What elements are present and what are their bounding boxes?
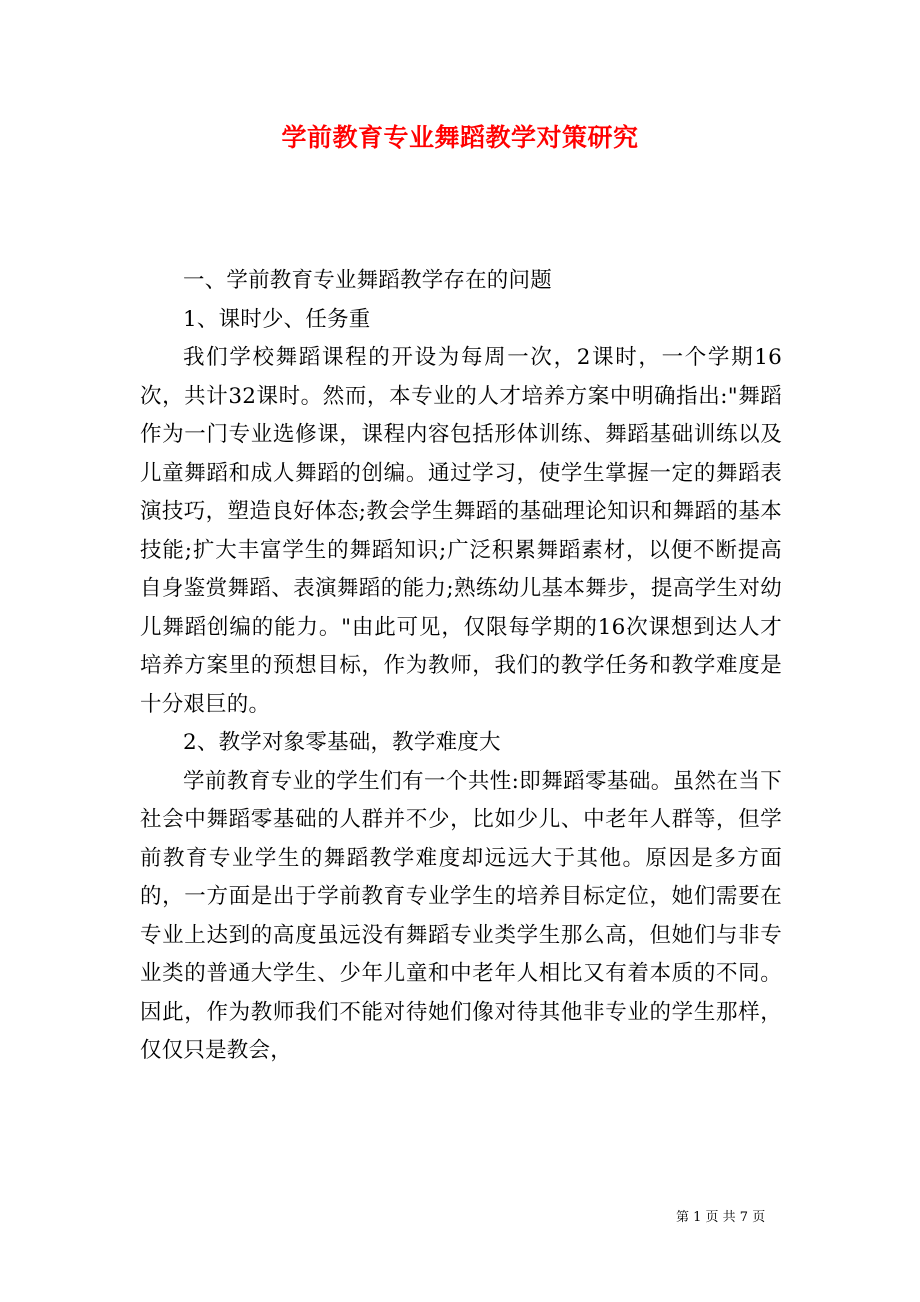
- body-paragraph: 学前教育专业的学生们有一个共性:即舞蹈零基础。虽然在当下社会中舞蹈零基础的人群并不少，比如少儿、中老年人群等，但学前教育专业学生的舞蹈教学难度却远远大于其他。原因是多方面的，一方面是出于学前教育专业学生的培养目标定位，她们需要在专业上达到的高度虽远没有舞蹈专业类学生那么高，但她们与非专业类的普通大学生、少年儿童和中老年人相比又有着本质的不同。因此，作为教师我们不能对待她们像对待其他非专业的学生那样，仅仅只是教会，: [140, 768, 782, 1063]
- subsection-heading: 2、教学对象零基础，教学难度大: [183, 730, 501, 755]
- section-heading: 一、学前教育专业舞蹈教学存在的问题: [183, 268, 552, 293]
- body-paragraph: 我们学校舞蹈课程的开设为每周一次，2课时，一个学期16次，共计32课时。然而，本专业的人才培养方案中明确指出:"舞蹈作为一门专业选修课，课程内容包括形体训练、舞蹈基础训练以及儿童舞蹈和成人舞蹈的创编。通过学习，使学生掌握一定的舞蹈表演技巧，塑造良好体态;教会学生舞蹈的基础理论知识和舞蹈的基本技能;扩大丰富学生的舞蹈知识;广泛积累舞蹈素材，以便不断提高自身鉴赏舞蹈、表演舞蹈的能力;熟练幼儿基本舞步，提高学生对幼儿舞蹈创编的能力。"由此可见，仅限每学期的16次课想到达人才培养方案里的预想目标，作为教师，我们的教学任务和教学难度是十分艰巨的。: [140, 345, 782, 717]
- subsection-heading: 1、课时少、任务重: [183, 306, 371, 332]
- document-body: [140, 262, 782, 1071]
- document-title: 学前教育专业舞蹈教学对策研究: [281, 123, 639, 152]
- page-footer: 第 1 页 共 7 页: [676, 1210, 766, 1225]
